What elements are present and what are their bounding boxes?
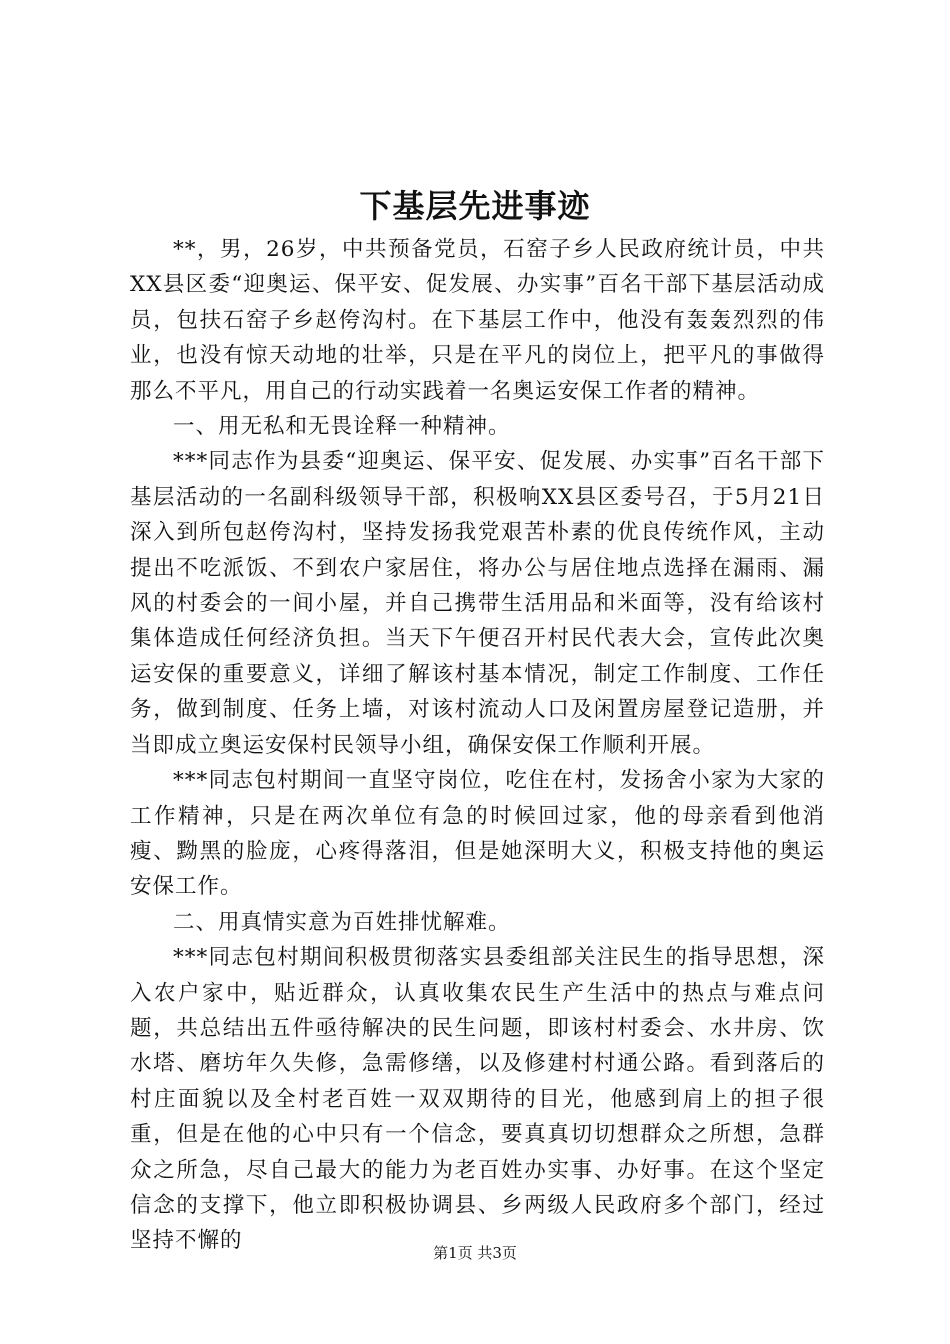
paragraph-section2-a: ***同志包村期间积极贯彻落实县委组部关注民生的指导思想，深入农户家中，贴近群众，认真收集农民生产生活中的热点与难点问题，共总结出五件亟待解决的民生问题，即该村村委会、水井房、饮水塔、磨坊年久失修，急需修缮，以及修建村村通公路。看到落后的村庄面貌以及全村老百姓一双双期待的目光，他感到肩上的担子很重，但是在他的心中只有一个信念，要真真切切想群众之所想，急群众之所急，尽自己最大的能力为老百姓办实事、办好事。在这个坚定信念的支撑下，他立即积极协调县、乡两级人民政府多个部门，经过坚持不懈的	[130, 945, 825, 1254]
paragraph-intro: **，男，26岁，中共预备党员，石窑子乡人民政府统计员，中共XX县区委“迎奥运、保平安、促发展、办实事”百名干部下基层活动成员，包扶石窑子乡赵侉沟村。在下基层工作中，他没有轰轰烈烈的伟业，也没有惊天动地的壮举，只是在平凡的岗位上，把平凡的事做得那么不平凡，用自己的行动实践着一名奥运安保工作者的精神。	[130, 237, 825, 404]
paragraph-section1-a: ***同志作为县委“迎奥运、保平安、促发展、办实事”百名干部下基层活动的一名副科级领导干部，积极响XX县区委号召，于5月21日深入到所包赵侉沟村，坚持发扬我党艰苦朴素的优良传统作风，主动提出不吃派饭、不到农户家居住，将办公与居住地点选择在漏雨、漏风的村委会的一间小屋，并自己携带生活用品和米面等，没有给该村集体造成任何经济负担。当天下午便召开村民代表大会，宣传此次奥运安保的重要意义，详细了解该村基本情况，制定工作制度、工作任务，做到制度、任务上墙，对该村流动人口及闲置房屋登记造册，并当即成立奥运安保村民领导小组，确保安保工作顺利开展。	[130, 449, 825, 758]
paragraph-section1-b: ***同志包村期间一直坚守岗位，吃住在村，发扬舍小家为大家的工作精神，只是在两次单位有急的时候回过家，他的母亲看到他消瘦、黝黑的脸庞，心疼得落泪，但是她深明大义，积极支持他的奥运安保工作。	[130, 768, 825, 900]
section-heading-2: 二、用真情实意为百姓排忧解难。	[173, 909, 511, 935]
document-title: 下基层先进事迹	[359, 187, 591, 225]
page-footer: 第1页 共3页	[433, 1244, 517, 1262]
section-heading-1: 一、用无私和无畏诠释一种精神。	[173, 414, 511, 440]
document-body	[130, 232, 825, 1259]
